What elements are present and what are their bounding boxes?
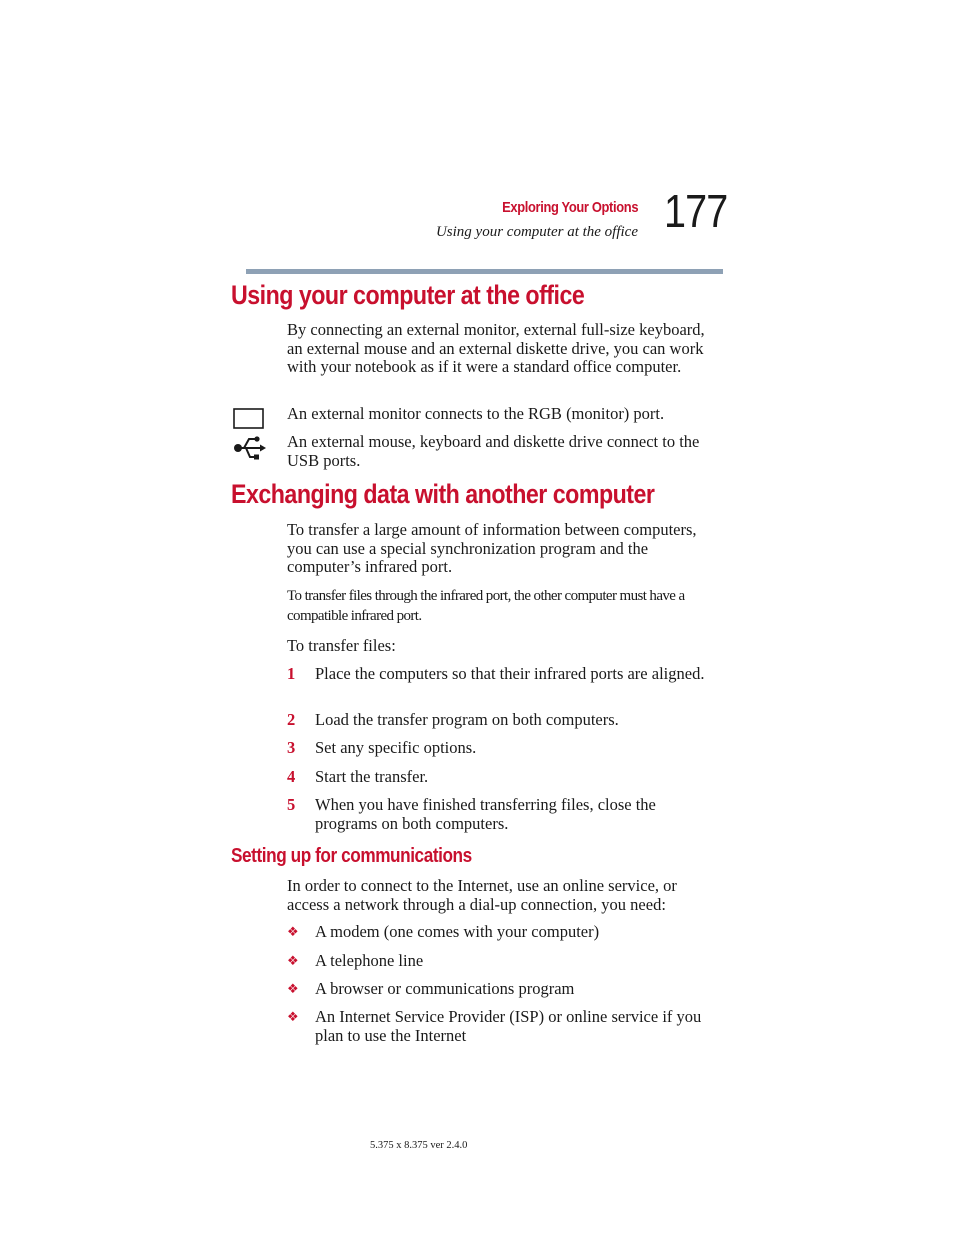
print-spec-footer: 5.375 x 8.375 ver 2.4.0 bbox=[370, 1140, 468, 1151]
step-item bbox=[287, 711, 707, 730]
usb-icon bbox=[233, 434, 267, 467]
steps-lead: To transfer files: bbox=[287, 636, 396, 655]
bullet-icon: ❖ bbox=[287, 925, 299, 940]
requirement-text: A telephone line bbox=[315, 951, 424, 970]
requirement-text: An Internet Service Provider (ISP) or online service if you plan to use the Internet bbox=[315, 1007, 702, 1045]
step-text: Load the transfer program on both computers. bbox=[315, 710, 619, 729]
step-text: Start the transfer. bbox=[315, 767, 429, 786]
running-header-section: Exploring Your Options bbox=[501, 199, 638, 216]
requirement-item bbox=[287, 952, 707, 971]
step-number: 2 bbox=[287, 710, 296, 729]
step-number: 1 bbox=[287, 664, 296, 683]
step-number: 4 bbox=[287, 767, 296, 786]
section-title-exchanging: Exchanging data with another computer bbox=[231, 479, 655, 509]
step-item bbox=[287, 768, 707, 787]
section-title-office: Using your computer at the office bbox=[231, 280, 585, 310]
monitor-port-note: An external monitor connects to the RGB (monitor) port. bbox=[287, 404, 665, 423]
requirement-item bbox=[287, 1008, 707, 1045]
requirement-text: A browser or communications program bbox=[315, 979, 575, 998]
step-number: 3 bbox=[287, 738, 296, 757]
running-header-subsection: Using your computer at the office bbox=[435, 224, 638, 240]
monitor-port-icon bbox=[233, 408, 265, 435]
communications-intro-paragraph: In order to connect to the Internet, use an online service, or access a network through a dial-up connection, you need: bbox=[287, 876, 677, 914]
bullet-icon: ❖ bbox=[287, 1010, 299, 1025]
page-number: 177 bbox=[664, 185, 728, 237]
office-intro-paragraph: By connecting an external monitor, external full-size keyboard, an external mouse and an external diskette drive, you can work with your notebook as if it were a standard office computer. bbox=[287, 320, 705, 377]
subsection-title-communications: Setting up for communications bbox=[231, 845, 472, 867]
usb-port-note: An external mouse, keyboard and diskette drive connect to the USB ports. bbox=[287, 432, 700, 470]
step-item bbox=[287, 739, 707, 758]
requirement-text: A modem (one comes with your computer) bbox=[315, 922, 600, 941]
bullet-icon: ❖ bbox=[287, 954, 299, 969]
requirement-item bbox=[287, 923, 707, 942]
infrared-note: To transfer files through the infrared port, the other computer must have a compatible infrared port. bbox=[287, 588, 685, 624]
header-rule bbox=[246, 269, 723, 274]
step-item bbox=[287, 796, 707, 833]
step-text: Place the computers so that their infrared ports are aligned. bbox=[315, 664, 705, 683]
exchanging-intro-paragraph: To transfer a large amount of information between computers, you can use a special synchronization program and the computer’s infrared port. bbox=[287, 520, 697, 577]
step-text: Set any specific options. bbox=[315, 738, 477, 757]
step-text: When you have finished transferring files, close the programs on both computers. bbox=[315, 795, 656, 833]
requirement-item bbox=[287, 980, 707, 999]
step-item bbox=[287, 665, 707, 684]
step-number: 5 bbox=[287, 795, 296, 814]
bullet-icon: ❖ bbox=[287, 982, 299, 997]
